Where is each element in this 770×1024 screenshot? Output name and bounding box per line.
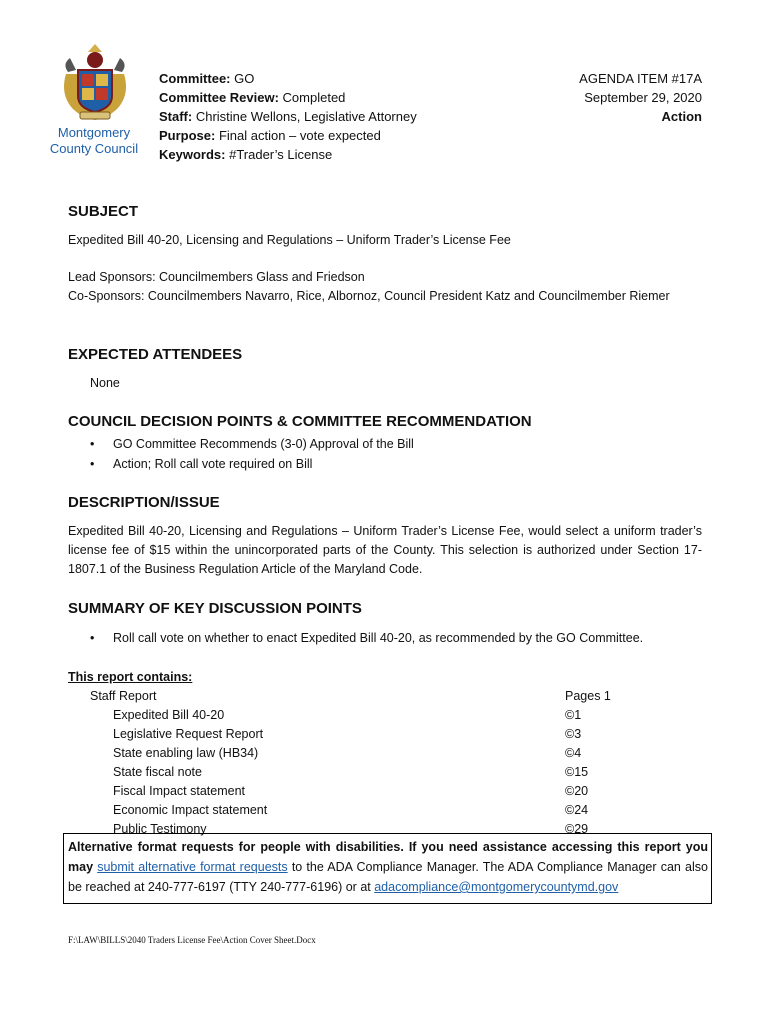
summary-list [90, 628, 643, 648]
review-line: Committee Review: Completed [159, 90, 346, 105]
org-name-line1: Montgomery [57, 125, 131, 140]
lead-sponsors: Lead Sponsors: Councilmembers Glass and Friedson [68, 270, 365, 284]
org-name-line2: County Council [49, 141, 139, 156]
contents-heading: This report contains: [68, 670, 193, 684]
decision-heading: COUNCIL DECISION POINTS & COMMITTEE RECOMMENDATION [68, 413, 532, 430]
report-contents [68, 668, 708, 839]
committee-line: Committee: GO [159, 71, 255, 86]
agenda-info [579, 69, 702, 126]
committee-meta [159, 69, 417, 164]
accessibility-notice: Alternative format requests for people with disabilities. If you need assistance accessing this report you may submit alternative format requests to the ADA Compliance Manager. The ADA Compliance Manager can also be reached at 240-777-6197 (TTY 240-777-6196) or at adacompliance@montgomerycountymd.gov [63, 833, 712, 904]
file-path-footer: F:\LAW\BILLS\2040 Traders License Fee\Action Cover Sheet.Docx [68, 935, 316, 945]
agenda-date: September 29, 2020 [584, 90, 702, 105]
co-sponsors: Co-Sponsors: Councilmembers Navarro, Rice, Albornoz, Council President Katz and Councilmember Riemer [68, 289, 670, 303]
table-row: State enabling law (HB34) ©4 [113, 746, 582, 760]
subject-heading: SUBJECT [68, 203, 139, 220]
keywords-line: Keywords: #Trader’s License [159, 147, 333, 162]
attendees-heading: EXPECTED ATTENDEES [68, 346, 243, 363]
list-item: • Roll call vote on whether to enact Expedited Bill 40-20, as recommended by the GO Committee. [90, 628, 643, 648]
staff-line: Staff: Christine Wellons, Legislative Attorney [159, 109, 417, 124]
table-row: Fiscal Impact statement ©20 [113, 784, 589, 798]
list-item: • GO Committee Recommends (3-0) Approval of the Bill [90, 434, 414, 454]
summary-heading: SUMMARY OF KEY DISCUSSION POINTS [68, 600, 362, 617]
table-row: Legislative Request Report ©3 [113, 727, 582, 741]
agenda-action: Action [661, 109, 702, 124]
county-seal-logo [58, 44, 132, 124]
table-row: Expedited Bill 40-20 ©1 [113, 708, 582, 722]
description-text: Expedited Bill 40-20, Licensing and Regulations – Uniform Trader’s License Fee, would select a uniform trader’s license fee of $15 within the unincorporated parts of the County. This selection is authorized under Section 17-1807.1 of the Business Regulation Article of the Maryland Code. [68, 524, 702, 576]
list-item: • Action; Roll call vote required on Bill [90, 454, 414, 474]
ada-email-link[interactable]: adacompliance@montgomerycountymd.gov [374, 880, 619, 894]
decision-list [90, 434, 414, 474]
attendees-value: None [90, 376, 120, 390]
alt-format-request-link[interactable]: submit alternative format requests [97, 860, 288, 874]
table-row: State fiscal note ©15 [113, 765, 589, 779]
agenda-item-number: AGENDA ITEM #17A [579, 71, 702, 86]
subject-title: Expedited Bill 40-20, Licensing and Regulations – Uniform Trader’s License Fee [68, 233, 511, 247]
table-row: Staff Report Pages 1 [90, 689, 611, 703]
description-heading: DESCRIPTION/ISSUE [68, 494, 220, 511]
table-row: Public Testimony ©29 [113, 822, 589, 836]
table-row: Economic Impact statement ©24 [113, 803, 589, 817]
purpose-line: Purpose: Final action – vote expected [159, 128, 381, 143]
